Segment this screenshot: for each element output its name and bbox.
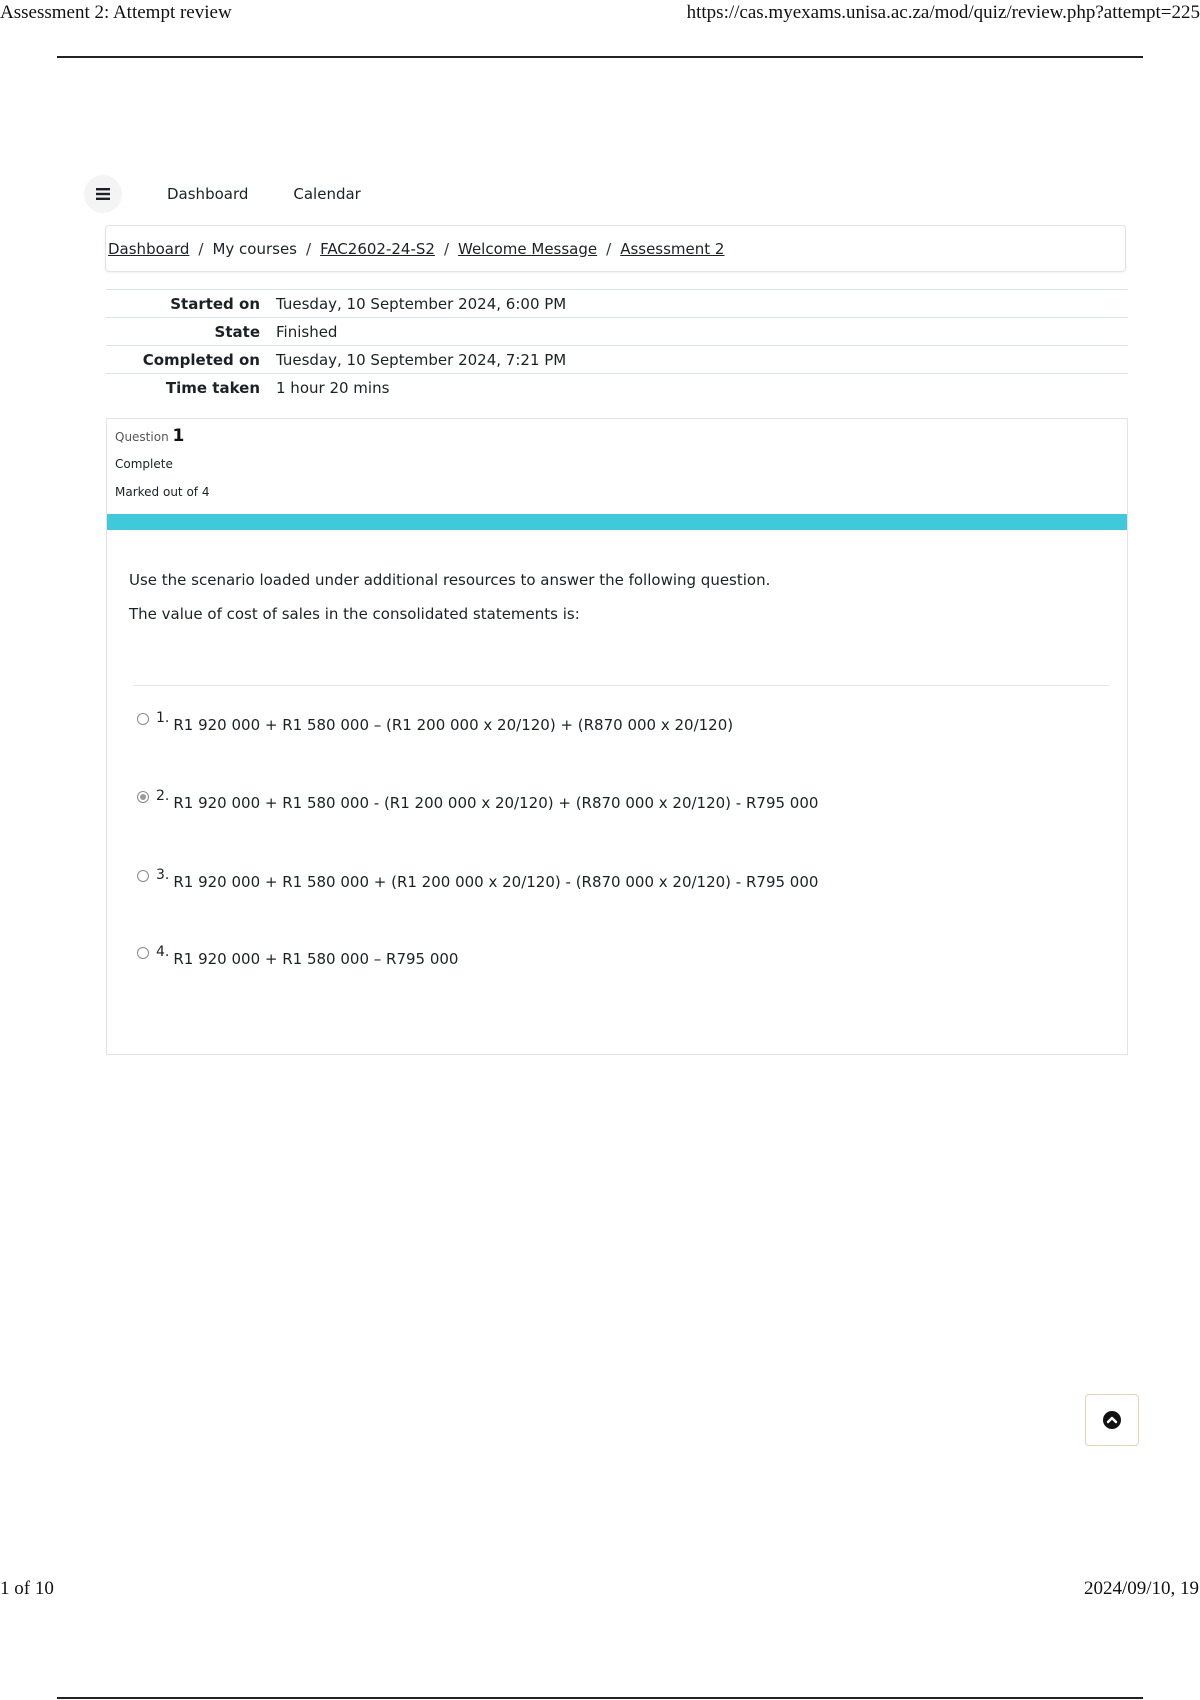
hamburger-menu-icon[interactable] xyxy=(84,175,122,213)
breadcrumb-assessment[interactable]: Assessment 2 xyxy=(620,239,725,258)
summary-value: 1 hour 20 mins xyxy=(276,374,1128,402)
answer-option-1[interactable] xyxy=(137,710,734,734)
print-footer-page: 1 of 10 xyxy=(0,1578,54,1599)
summary-value: Finished xyxy=(276,318,1128,346)
top-navbar xyxy=(84,175,361,213)
breadcrumb-welcome-message[interactable]: Welcome Message xyxy=(458,239,598,258)
answer-option-3[interactable] xyxy=(137,867,819,891)
nav-link-calendar[interactable]: Calendar xyxy=(293,185,361,203)
answer-text: R1 920 000 + R1 580 000 - (R1 200 000 x 20/120) + (R870 000 x 20/120) - R795 000 xyxy=(173,794,819,812)
question-text-instruction: Use the scenario loaded under additional resources to answer the following question. xyxy=(129,571,771,589)
question-accent-bar xyxy=(107,514,1127,530)
summary-label: Started on xyxy=(106,290,276,318)
answers-divider xyxy=(133,685,1109,686)
print-header-title: Assessment 2: Attempt review xyxy=(0,2,232,23)
summary-label: Completed on xyxy=(106,346,276,374)
breadcrumb-separator: / xyxy=(606,239,612,258)
radio-button[interactable] xyxy=(137,791,149,803)
summary-row-completed xyxy=(106,346,1128,374)
breadcrumb-my-courses: My courses xyxy=(212,239,297,258)
answer-option-4[interactable] xyxy=(137,944,459,968)
summary-label: Time taken xyxy=(106,374,276,402)
radio-button[interactable] xyxy=(137,947,149,959)
question-status: Complete xyxy=(115,457,173,471)
summary-value: Tuesday, 10 September 2024, 6:00 PM xyxy=(276,290,1128,318)
attempt-summary-table xyxy=(106,289,1128,401)
breadcrumb xyxy=(105,225,1126,272)
print-footer-rule xyxy=(57,1697,1143,1699)
chevron-up-circle-icon xyxy=(1102,1410,1122,1430)
summary-value: Tuesday, 10 September 2024, 7:21 PM xyxy=(276,346,1128,374)
question-card xyxy=(106,418,1128,1055)
answer-text: R1 920 000 + R1 580 000 – R795 000 xyxy=(173,950,459,968)
radio-button[interactable] xyxy=(137,713,149,725)
print-footer-datetime: 2024/09/10, 19 xyxy=(1084,1578,1200,1599)
summary-row-started xyxy=(106,290,1128,318)
question-number: 1 xyxy=(172,426,185,446)
question-marks: Marked out of 4 xyxy=(115,485,210,499)
breadcrumb-separator: / xyxy=(443,239,449,258)
breadcrumb-separator: / xyxy=(198,239,204,258)
question-text-prompt: The value of cost of sales in the consolidated statements is: xyxy=(129,605,580,623)
answer-number: 3. xyxy=(156,867,170,883)
breadcrumb-separator: / xyxy=(306,239,312,258)
radio-button[interactable] xyxy=(137,870,149,882)
breadcrumb-course[interactable]: FAC2602-24-S2 xyxy=(320,239,435,258)
breadcrumb-dashboard[interactable]: Dashboard xyxy=(108,239,190,258)
print-header-rule xyxy=(57,56,1143,58)
answer-text: R1 920 000 + R1 580 000 + (R1 200 000 x 20/120) - (R870 000 x 20/120) - R795 000 xyxy=(173,873,819,891)
nav-link-dashboard[interactable]: Dashboard xyxy=(167,185,249,203)
question-number-line xyxy=(115,426,184,446)
answer-number: 1. xyxy=(156,710,170,726)
summary-row-time-taken xyxy=(106,374,1128,402)
summary-label: State xyxy=(106,318,276,346)
answer-number: 2. xyxy=(156,788,170,804)
answer-text: R1 920 000 + R1 580 000 – (R1 200 000 x 20/120) + (R870 000 x 20/120) xyxy=(173,716,734,734)
answer-number: 4. xyxy=(156,944,170,960)
question-label: Question xyxy=(115,430,169,444)
print-header-url: https://cas.myexams.unisa.ac.za/mod/quiz/review.php?attempt=225 xyxy=(686,2,1200,23)
answer-option-2[interactable] xyxy=(137,788,819,812)
back-to-top-button[interactable] xyxy=(1085,1394,1139,1446)
summary-row-state xyxy=(106,318,1128,346)
